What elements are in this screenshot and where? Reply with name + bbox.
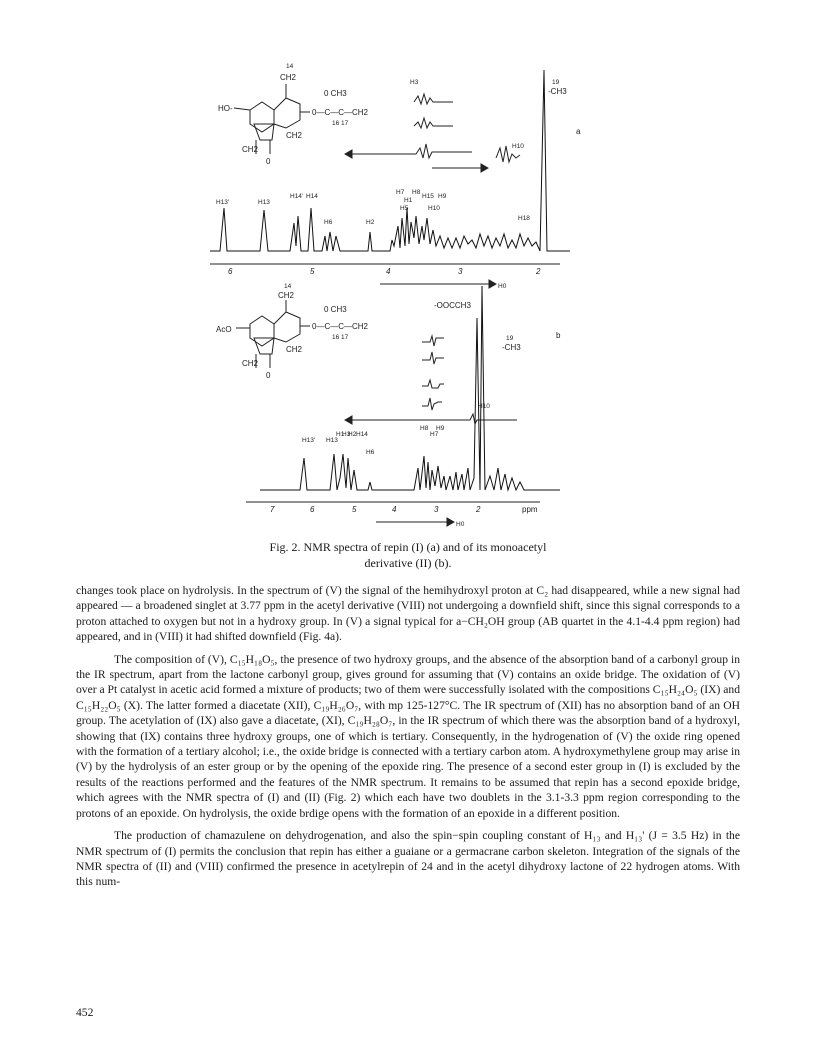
spectrum-a-methyl-label: -CH3	[548, 87, 567, 96]
spectrum-b-acetyl-label: -OOCCH3	[434, 301, 471, 310]
axis-b-tick-2: 2	[476, 505, 481, 514]
axis-a-marker: H0	[498, 283, 507, 290]
peak-label-h2: H2	[366, 219, 375, 226]
peak-label-h15: H15	[422, 193, 434, 200]
peak-label-h18: H18	[518, 215, 530, 222]
structure-a-c14-number: 14	[286, 63, 294, 70]
structure-a-hydroxyl: HO-	[218, 104, 233, 113]
structure-a-c13: CH2	[286, 131, 303, 140]
peak-label-h5: H5	[400, 205, 409, 212]
structure-a-numbers: 16 17	[332, 120, 349, 127]
figure-caption-line1: Fig. 2. NMR spectra of repin (I) (a) and of its monoacetyl	[269, 540, 547, 554]
paragraph-2: The composition of (V), C₁₅H₁₈O₅, the presence of two hydroxy groups, and the absence of the absorption band of a carbonyl group in the IR spectrum, apart from the lactone carbonyl group, gives ground for assuming that (V) contains an oxide bridge. The oxidation of (V) over a Pt catalyst in acetic acid formed a mixture of products; two of them were successfully isolated with the compositions C₁₅H₂₄O₅ (IX) and C₁₅H₂₂O₅ (X). The latter formed a diacetate (XII), C₁₉H₂₆O₇, with mp 125-127°C. The IR spectrum of (XII) has no absorption band of an OH group. The acetylation of (IX) also gave a diacetate, (XI), C₁₉H₂₈O₇, in the IR spectrum of which there was the absorption band of a hydroxyl, showing that (IX) contains three hydroxy groups, one of which is tertiary. Consequently, in the hydrogenation of (V) the oxide ring opened with the formation of a tertiary alcohol; i.e., the oxide bridge is connected with a tertiary carbon atom. A hydroxymethylene group may arise in (V) by the hydrolysis of an ester group or by the opening of the epoxide ring. The presence of a second ester group in (I) is excluded by the results of the reactions performed and the features of the NMR spectrum. It remains to be assumed that repin has a second epoxide bridge, which agrees with the NMR spectra of (I) and (II) (Fig. 2) which each have two doublets in the 3.1-3.3 ppm region corresponding to the protons of an epoxide. On hydrolysis, the oxide brdige opens with the formation of an epoxide in a different position.	[76, 652, 740, 820]
structure-a-ester-top: 0 CH3	[324, 89, 347, 98]
page-number: 452	[76, 1006, 94, 1019]
spectrum-b-methyl-label: -CH3	[502, 343, 521, 352]
structure-b-c15: CH2	[242, 359, 259, 368]
axis-a-tick-5: 5	[310, 267, 315, 276]
trace-label-h10: H10	[512, 143, 524, 150]
structure-a	[234, 84, 310, 154]
axis-b-marker: H0	[456, 521, 465, 528]
peak-b-label-h14: H14	[356, 431, 368, 438]
structure-b-numbers: 16 17	[332, 334, 349, 341]
axis-a-tick-3: 3	[458, 267, 463, 276]
structure-a-ester: 0—C—C—CH2	[312, 108, 369, 117]
structure-b-c14: CH2	[278, 291, 295, 300]
axis-b-tick-5: 5	[352, 505, 357, 514]
structure-a-c14: CH2	[280, 73, 297, 82]
structure-b-c14-number: 14	[284, 283, 292, 290]
structure-a-c15: CH2	[242, 145, 259, 154]
structure-b-c13: CH2	[286, 345, 303, 354]
peak-b-label-h7: H7	[430, 431, 439, 438]
spectrum-b-proton-labels	[302, 403, 490, 456]
structure-a-carbonyl-o: 0	[266, 157, 271, 166]
spectrum-a-panel-label: a	[576, 127, 581, 136]
spectrum-a-axis	[210, 264, 560, 288]
structure-b-ester: 0—C—C—CH2	[312, 322, 369, 331]
peak-b-label-h1: H1	[336, 431, 345, 438]
axis-a-tick-2: 2	[536, 267, 541, 276]
trace-label-h3: H3	[410, 79, 419, 86]
axis-b-tick-3: 3	[434, 505, 439, 514]
structure-b	[236, 300, 310, 368]
axis-b-tick-7: 7	[270, 505, 275, 514]
peak-b-label-h8: H8	[420, 425, 429, 432]
peak-b-label-h13p: H13'	[302, 437, 316, 444]
peak-label-h14p: H14'	[290, 193, 304, 200]
peak-label-h1: H1	[404, 197, 413, 204]
nmr-figure-drawing	[200, 58, 580, 538]
axis-b-tick-4: 4	[392, 505, 397, 514]
peak-label-h6: H6	[324, 219, 333, 226]
spectrum-a-methyl-number: 19	[552, 79, 560, 86]
structure-b-acetoxy: AcO	[216, 325, 232, 334]
peak-b-label-h13: H13	[326, 437, 338, 444]
figure-caption-line2: derivative (II) (b).	[364, 556, 452, 570]
peak-label-h10: H10	[428, 205, 440, 212]
body-text	[76, 583, 740, 897]
nmr-figure	[200, 58, 580, 538]
peak-label-h8: H8	[412, 189, 421, 196]
peak-b-label-h10: H10	[478, 403, 490, 410]
peak-b-label-h3: H3	[342, 431, 351, 438]
structure-b-ester-top: 0 CH3	[324, 305, 347, 314]
spectrum-a-expansion-traces	[345, 79, 524, 172]
paragraph-1: changes took place on hydrolysis. In the spectrum of (V) the signal of the hemihydroxyl proton at C₂ had disappeared, while a new signal had appeared — a broadened singlet at 3.77 ppm in the acetyl derivative (VIII) not undergoing a downfield shift, since this signal corresponds to a proton attached to oxygen but not in a hydroxy group. In (V) a signal typical for a−CH₂OH group (AB quartet in the 4.1-4.4 ppm region) had appeared, and in (VIII) it had shifted downfield (Fig. 4a).	[76, 584, 740, 644]
spectrum-a-trace	[210, 70, 570, 251]
axis-a-tick-4: 4	[386, 267, 391, 276]
spectrum-b-trace	[260, 286, 560, 490]
spectrum-b-expansion-traces	[345, 336, 517, 424]
peak-label-h7: H7	[396, 189, 405, 196]
axis-b-unit: ppm	[522, 505, 538, 514]
peak-label-h9: H9	[438, 193, 447, 200]
peak-b-label-h2: H2	[348, 431, 357, 438]
spectrum-b-methyl-number: 19	[506, 335, 514, 342]
peak-label-h13: H13	[258, 199, 270, 206]
peak-b-label-h9: H9	[436, 425, 445, 432]
peak-label-h14: H14	[306, 193, 318, 200]
structure-b-carbonyl-o: 0	[266, 371, 271, 380]
axis-a-tick-6: 6	[228, 267, 233, 276]
figure-caption	[200, 539, 616, 571]
axis-b-tick-6: 6	[310, 505, 315, 514]
paragraph-3: The production of chamazulene on dehydrogenation, and also the spin−spin coupling constant of H₁₃ and H₁₃' (J = 3.5 Hz) in the NMR spectrum of (I) permits the conclusion that repin has either a guaiane or a germacrane carbon skeleton. Integration of the signals of the NMR spectra of (II) and (VIII) confirmed the presence in acetylrepin of 24 and in the acetyl dihydroxy lactone of 22 hydrogen atoms. With this num-	[76, 829, 740, 889]
peak-b-label-h6: H6	[366, 449, 375, 456]
spectrum-b-panel-label: b	[556, 331, 561, 340]
peak-label-h13p: H13'	[216, 199, 230, 206]
